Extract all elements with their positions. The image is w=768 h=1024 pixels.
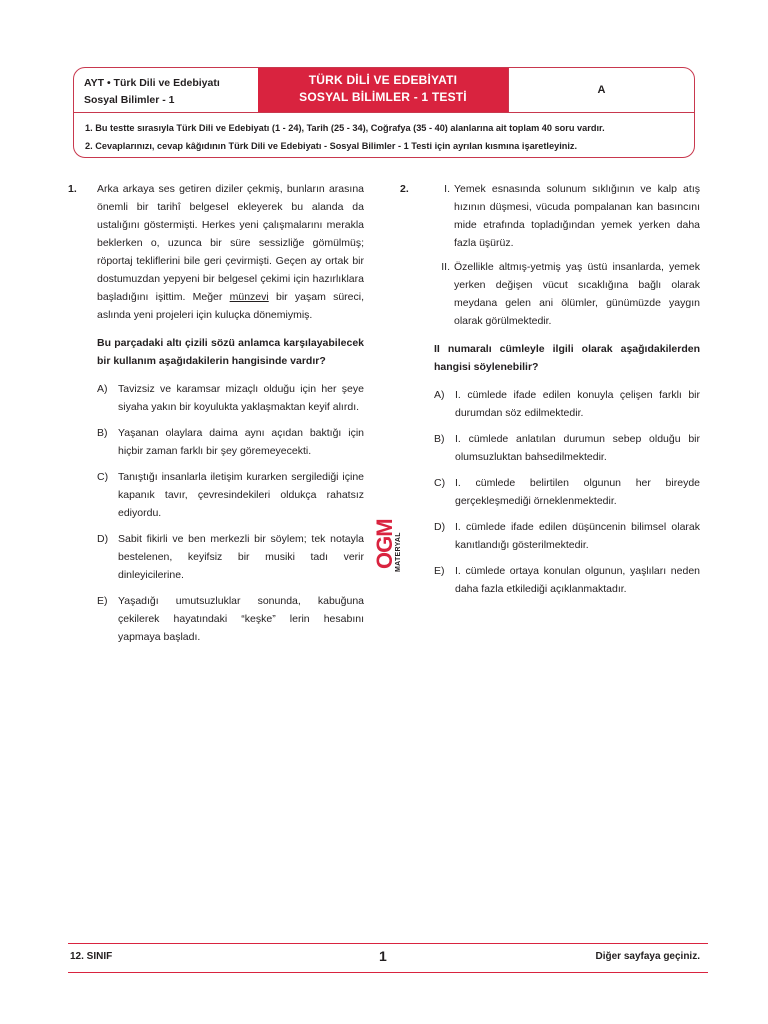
option-letter: D) xyxy=(434,521,446,533)
footer-next-page: Diğer sayfaya geçiniz. xyxy=(595,951,700,962)
answer-options xyxy=(434,386,700,598)
question-stem: II numaralı cümleyle ilgili olarak aşağıdakilerden hangisi söylenebilir? xyxy=(434,343,700,373)
header-subject-line1: AYT • Türk Dili ve Edebiyatı xyxy=(84,77,220,89)
option-d[interactable] xyxy=(434,518,700,554)
header-subject xyxy=(74,68,258,112)
statement-2 xyxy=(434,258,700,330)
statement-text: Özellikle altmış-yetmiş yaş üstü insanlarda, yemek yerken değişen vücut sıcaklığına bağlı olarak meydana gelen ani ölümler, günümüzde yaygın olarak görülmektedir. xyxy=(454,261,700,327)
statement-1 xyxy=(434,180,700,252)
option-letter: D) xyxy=(97,533,109,545)
header-divider xyxy=(74,112,694,113)
header-title xyxy=(258,68,508,112)
option-b[interactable] xyxy=(97,424,364,460)
header-subject-line2: Sosyal Bilimler - 1 xyxy=(84,94,175,106)
option-letter: C) xyxy=(97,471,109,483)
statement-label: I. xyxy=(444,183,450,195)
page-number: 1 xyxy=(379,948,387,964)
option-text: I. cümlede ifade edilen düşüncenin bilimsel olarak kanıtlandığı gösterilmektedir. xyxy=(455,521,700,551)
answer-options xyxy=(97,380,364,646)
option-letter: A) xyxy=(97,383,108,395)
passage-text: Arka arkaya ses getiren diziler çekmiş, bunların arasına önemli bir tarihî belgesel ekleyerek bu alanda da ustalığını göstermişti. Herkes yeni çalışmalarını merakla beklerken o, uzunca bir süre sessizliğe gömülmüş; röportaj tekliflerini bile geri çevirmişti. Geçen ay ortak bir dostumuzdan yepyeni bir belgesel çekimi için hazırlıklara başladığını işittim. Meğer xyxy=(97,183,364,303)
option-d[interactable] xyxy=(97,530,364,584)
option-text: I. cümlede ifade edilen konuyla çelişen farklı bir durumdan söz edilmektedir. xyxy=(455,389,700,419)
footer-top-rule xyxy=(68,943,708,944)
header-title-line1: TÜRK DİLİ VE EDEBİYATI xyxy=(308,73,458,87)
question-number: 1. xyxy=(68,183,77,195)
logo-subtext: MATERYAL xyxy=(395,532,402,572)
footer-bottom-rule xyxy=(68,972,708,973)
instructions xyxy=(85,119,688,155)
test-header xyxy=(73,67,695,158)
option-letter: A) xyxy=(434,389,445,401)
instruction-1: 1. Bu testte sırasıyla Türk Dili ve Edebiyatı (1 - 24), Tarih (25 - 34), Coğrafya (35 - 40) alanlarına ait toplam 40 soru vardır. xyxy=(85,123,605,133)
option-e[interactable] xyxy=(434,562,700,598)
option-text: Tavizsiz ve karamsar mizaçlı olduğu için her şeye siyaha yakın bir koyulukta yaklaşmaktan keyif alırdı. xyxy=(118,383,364,413)
instruction-2: 2. Cevaplarınızı, cevap kâğıdının Türk Dili ve Edebiyatı - Sosyal Bilimler - 1 Testi için ayrılan kısmına işaretleyiniz. xyxy=(85,141,578,151)
option-text: Tanıştığı insanlarla iletişim kurarken sergilediği içine kapanık tavır, çevresindekileri oldukça rahatsız ediyordu. xyxy=(118,471,364,519)
option-letter: C) xyxy=(434,477,446,489)
option-text: I. cümlede belirtilen olgunun her bireyde gerçekleşmediği örneklenmektedir. xyxy=(455,477,700,507)
option-letter: B) xyxy=(97,427,108,439)
option-c[interactable] xyxy=(434,474,700,510)
option-text: Yaşanan olaylara daima aynı açıdan baktığı için hiçbir zaman farklı bir şey göremeyecekti. xyxy=(118,427,364,457)
option-text: Sabit fikirli ve ben merkezli bir söylem; tek notayla bestelenen, keyifsiz bir musiki tadı verir dinleyicilerine. xyxy=(118,533,364,581)
logo-text: OGM xyxy=(372,519,397,569)
question-2 xyxy=(400,180,700,606)
booklet-type: A xyxy=(508,68,694,112)
option-b[interactable] xyxy=(434,430,700,466)
question-stem: Bu parçadaki altı çizili sözü anlamca karşılayabilecek bir kullanım aşağıdakilerin hangisinde vardır? xyxy=(97,337,364,367)
option-a[interactable] xyxy=(434,386,700,422)
option-letter: E) xyxy=(97,595,108,607)
option-text: Yaşadığı umutsuzluklar sonunda, kabuğuna çekilerek hayatındaki “keşke” lerin hesabını yapmaya başladı. xyxy=(118,595,364,643)
passage-text-end: bir yaşam süreci, aslında yeni projeleri için kuluçka dönemiymiş. xyxy=(97,291,364,321)
footer-grade: 12. SINIF xyxy=(70,951,113,962)
statement-label: II. xyxy=(441,261,450,273)
statement-text: Yemek esnasında solunum sıklığının ve kalp atış hızının düşmesi, vücuda pompalanan kan basıncını mide etrafında topladığından yemek yerken daha fazla üşürüz. xyxy=(454,183,700,249)
question-passage xyxy=(97,180,364,324)
option-text: I. cümlede anlatılan durumun sebep olduğu bir olumsuzluktan bahsedilmektedir. xyxy=(455,433,700,463)
header-title-line2: SOSYAL BİLİMLER - 1 TESTİ xyxy=(299,90,467,104)
option-c[interactable] xyxy=(97,468,364,522)
option-e[interactable] xyxy=(97,592,364,646)
question-1 xyxy=(68,180,364,654)
option-letter: B) xyxy=(434,433,445,445)
option-letter: E) xyxy=(434,565,445,577)
option-text: I. cümlede ortaya konulan olgunun, yaşlıları neden daha fazla etkilediği açıklanmaktadır. xyxy=(455,565,700,595)
question-number: 2. xyxy=(400,183,409,195)
option-a[interactable] xyxy=(97,380,364,416)
underlined-word: münzevi xyxy=(229,291,269,303)
